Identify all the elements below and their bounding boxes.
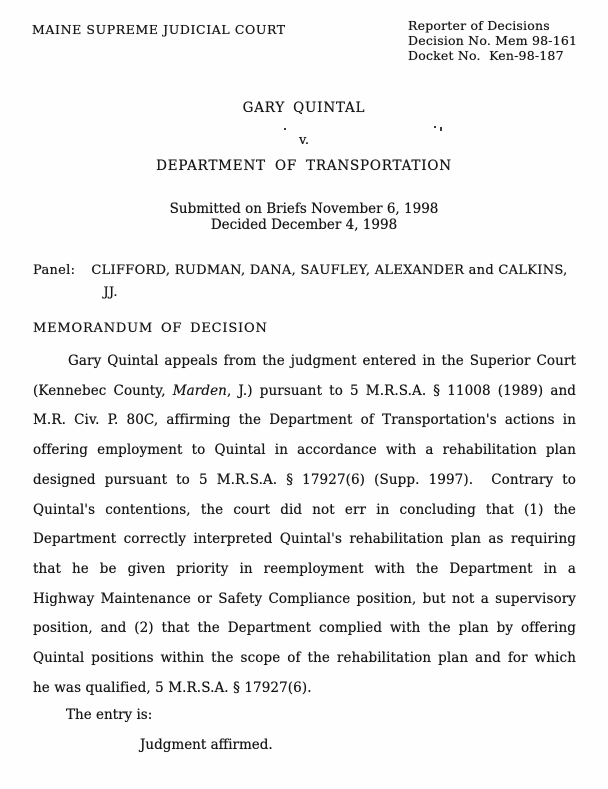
scan-artifact-dot: [434, 126, 436, 128]
scan-artifact-dot: [284, 128, 286, 130]
court-name: MAINE SUPREME JUDICIAL COURT: [32, 22, 286, 37]
body-line: Gary Quintal appeals from the judgment entered in the Superior Court: [68, 353, 576, 369]
case-appellee: DEPARTMENT OF TRANSPORTATION: [156, 158, 452, 174]
submitted-line: Submitted on Briefs November 6, 1998: [169, 201, 439, 217]
entry-lead: The entry is:: [66, 707, 153, 723]
case-appellant: GARY QUINTAL: [242, 100, 366, 116]
reporter-line: Reporter of Decisions: [408, 18, 550, 33]
body-line: that he be given priority in reemployment with the Department in a: [33, 561, 576, 578]
body-line: [33, 377, 576, 407]
body-line: Department correctly interpreted Quintal's rehabilitation plan as requiring: [33, 531, 576, 548]
body-line-pre: (Kennebec County,: [33, 382, 173, 399]
docket-number: Docket No. Ken-98-187: [408, 48, 564, 63]
judge-name-italic: Marden: [172, 382, 227, 399]
body-line: position, and (2) that the Department complied with the plan by offering: [33, 620, 576, 637]
body-line: designed pursuant to 5 M.R.S.A. § 17927(6) (Supp. 1997). Contrary to: [33, 471, 576, 488]
panel-justices-line1: CLIFFORD, RUDMAN, DANA, SAUFLEY, ALEXANDER and CALKINS,: [91, 263, 568, 278]
decision-number: Decision No. Mem 98-161: [408, 33, 578, 48]
body-line: he was qualified, 5 M.R.S.A. § 17927(6).: [33, 679, 312, 696]
body-line-post: , J.) pursuant to 5 M.R.S.A. § 11008 (1989) and: [226, 382, 576, 399]
panel-justices: [91, 260, 567, 304]
panel-justices-line2: JJ.: [103, 285, 118, 300]
scan-artifact-tick: [440, 127, 442, 131]
body-line: Quintal's contentions, the court did not err in concluding that (1) the: [33, 501, 576, 518]
panel-label: Panel:: [33, 263, 76, 278]
decided-line: Decided December 4, 1998: [210, 217, 398, 233]
reporter-block: [408, 18, 577, 63]
memorandum-heading: MEMORANDUM OF DECISION: [33, 321, 268, 336]
versus: v.: [299, 133, 309, 148]
body-line: Quintal positions within the scope of the rehabilitation plan and for which: [33, 650, 576, 667]
judgment-line: Judgment affirmed.: [140, 737, 273, 753]
body-paragraph: [33, 347, 576, 704]
body-line: Highway Maintenance or Safety Compliance position, but not a supervisory: [33, 590, 576, 607]
body-line: M.R. Civ. P. 80C, affirming the Department of Transportation's actions in: [33, 412, 576, 429]
body-line: offering employment to Quintal in accordance with a rehabilitation plan: [33, 442, 576, 459]
panel-block: [33, 260, 580, 304]
